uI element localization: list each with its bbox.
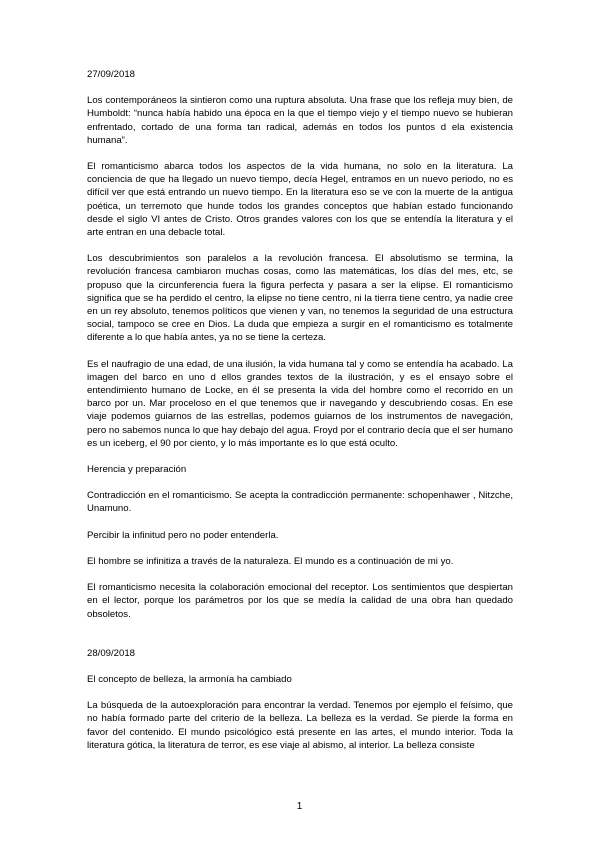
paragraph: Percibir la infinitud pero no poder entenderla. — [87, 529, 279, 541]
subheading: El concepto de belleza, la armonía ha cambiado — [87, 673, 292, 685]
paragraph: El romanticismo abarca todos los aspectos de la vida humana, no solo en la literatura. La conciencia de que ha llegado un nuevo tiempo, decía Hegel, entramos en un nuevo periodo, no es difícil ver que está entrando un nuevo tiempo. En la literatura eso se ve con la muerte de la antigua poética, un terremoto que hunde todos los grandes conceptos que habían estado funcionando desde el siglo VI antes de Cristo. Otros grandes valores con los que se entendía la literatura y el arte entran en una debacle total. — [87, 161, 513, 239]
section-date: 28/09/2018 — [87, 647, 136, 659]
subheading: Herencia y preparación — [87, 464, 187, 476]
paragraph: El hombre se infinitiza a través de la naturaleza. El mundo es a continuación de mi yo. — [87, 555, 454, 567]
paragraph: Los descubrimientos son paralelos a la revolución francesa. El absolutismo se termina, la revolución francesa cambiaron muchas cosas, como las matemáticas, los días del mes, etc, se propuso que la circunferencia fuera la figura perfecta y pasara a ser la elipse. El romanticismo significa que se ha perdido el centro, la elipse no tiene centro, ni la tierra tiene centro, ya nadie cree en un rey absoluto, tenemos políticos que vienen y van, no tenemos la seguridad de una estructura social, tampoco se cree en Dios. La duda que empieza a surgir en el romanticismo es totalmente diferente a lo que había antes, ya no se tiene la certeza. — [87, 253, 513, 344]
section-date: 27/09/2018 — [87, 69, 136, 80]
section-gap — [87, 634, 513, 647]
paragraph: La búsqueda de la autoexploración para encontrar la verdad. Tenemos por ejemplo el feísimo, que no había formado parte del criterio de la belleza. La belleza es la verdad. Se pierde la forma en favor del contenido. El mundo psicológico está presente en las artes, el mundo interior. Toda la literatura gótica, la literatura de terror, es ese viaje al abismo, al interior. La belleza consiste — [87, 700, 513, 751]
paragraph: El romanticismo necesita la colaboración emocional del receptor. Los sentimientos que despiertan en el lector, porque los parámetros por los que se medía la calidad de una obra han quedado obsoletos. — [87, 582, 513, 620]
document-body — [87, 68, 513, 765]
paragraph: Contradicción en el romanticismo. Se acepta la contradicción permanente: schopenhawer , Nitzche, Unamuno. — [87, 490, 513, 515]
paragraph: Los contemporáneos la sintieron como una ruptura absoluta. Una frase que los refleja muy bien, de Humboldt: “nunca había habido una época en la que el tiempo viejo y el tiempo nuevo se hubieran enfrentado, cortado de una forma tan radical, además en todos los puntos d ela existencia humana”. — [87, 95, 513, 146]
paragraph: Es el naufragio de una edad, de una ilusión, la vida humana tal y como se entendía ha acabado. La imagen del barco en uno d ellos grandes textos de la ilustración, y es el ensayo sobre el entendimiento humano de Locke, en él se presenta la vida del hombre como el recorrido en un barco por un. Mar proceloso en el que tenemos que ir navegando y descubriendo cosas. En ese viaje podemos guiarnos de las estrellas, podemos guiarnos de los instrumentos de navegación, pero no sabemos nunca lo que hay debajo del agua. Froyd por el contrario decía que el ser humano es un iceberg, el 90 por ciento, y lo más importante es lo que está oculto. — [87, 358, 513, 449]
page-number: 1 — [296, 801, 303, 812]
